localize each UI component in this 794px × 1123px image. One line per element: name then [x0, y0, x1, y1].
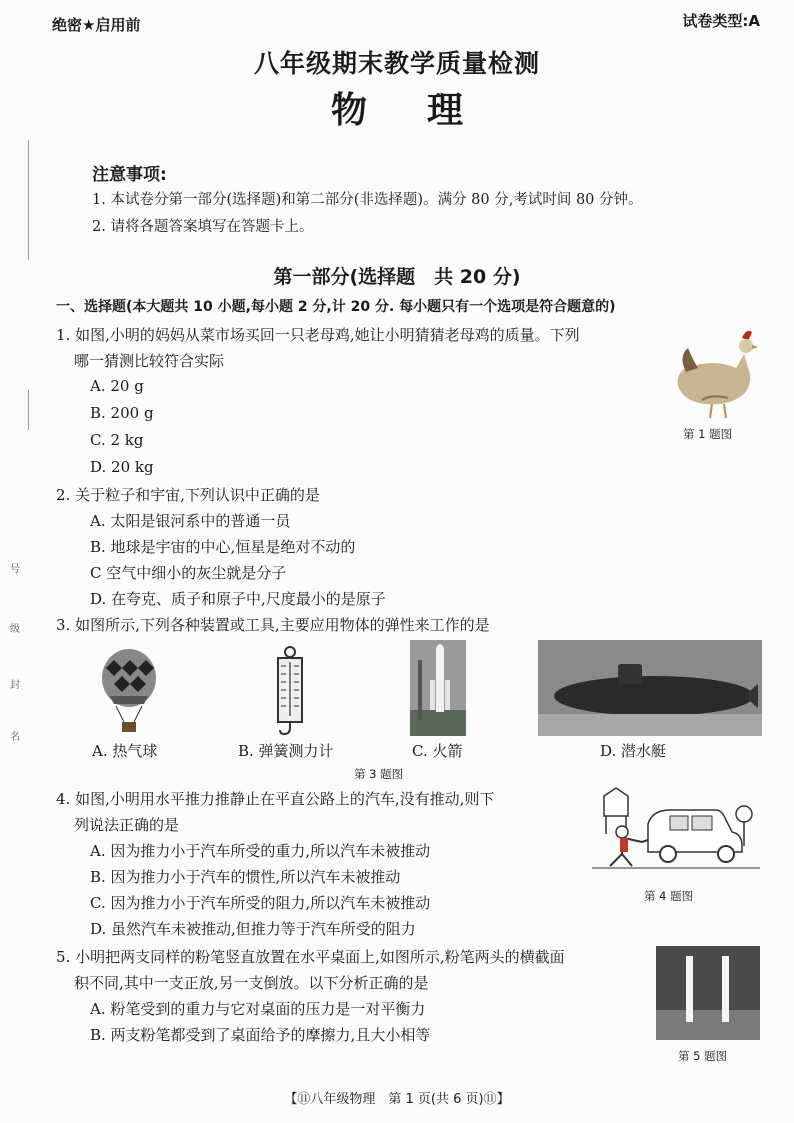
chalk-image [656, 946, 760, 1040]
question-5-stem: 5. 小明把两支同样的粉笔竖直放置在水平桌面上,如图所示,粉笔两头的横截面 [56, 948, 565, 966]
margin-mark: 名 [10, 732, 20, 743]
figure-3-caption: 第 3 题图 [354, 767, 404, 781]
binding-line [28, 390, 29, 430]
confidential-label: 绝密★启用前 [52, 16, 141, 34]
note-item: 1. 本试卷分第一部分(选择题)和第二部分(非选择题)。满分 80 分,考试时间 80 分钟。 [92, 192, 643, 208]
question-4-stem: 4. 如图,小明用水平推力推静止在平直公路上的汽车,没有推动,则下 [56, 790, 495, 808]
hen-image [672, 320, 768, 420]
section-heading: 一、选择题(本大题共 10 小题,每小题 2 分,计 20 分. 每小题只有一个选项是符合题意的) [56, 299, 616, 315]
question-1-stem-cont: 哪一猜测比较符合实际 [74, 352, 225, 370]
q4-option-c: C. 因为推力小于汽车所受的阻力,所以汽车未被推动 [90, 894, 431, 912]
spring-scale-image [270, 646, 310, 738]
exam-title: 八年级期末教学质量检测 [253, 49, 540, 78]
q2-option-a: A. 太阳是银河系中的普通一员 [90, 512, 291, 530]
q2-option-b: B. 地球是宇宙的中心,恒星是绝对不动的 [90, 538, 356, 556]
binding-line [28, 140, 29, 260]
q3-option-d: D. 潜水艇 [600, 742, 667, 760]
part-title: 第一部分(选择题 共 20 分) [273, 266, 521, 288]
rocket-image [410, 640, 466, 736]
question-1-stem: 1. 如图,小明的妈妈从菜市场买回一只老母鸡,她让小明猜猜老母鸡的质量。下列 [56, 326, 580, 344]
question-2-stem: 2. 关于粒子和宇宙,下列认识中正确的是 [56, 486, 320, 504]
note-item: 2. 请将各题答案填写在答题卡上。 [92, 219, 314, 235]
q2-option-c: C 空气中细小的灰尘就是分子 [90, 564, 287, 582]
q4-option-d: D. 虽然汽车未被推动,但推力等于汽车所受的阻力 [90, 920, 416, 938]
page-footer: 【⑪八年级物理 第 1 页(共 6 页)⑪】 [284, 1092, 510, 1107]
question-4-stem-cont: 列说法正确的是 [74, 816, 180, 834]
q1-option-c: C. 2 kg [90, 431, 144, 449]
subject-title: 物理 [330, 90, 523, 131]
q1-option-a: A. 20 g [90, 377, 144, 395]
figure-4-caption: 第 4 题图 [644, 889, 694, 903]
q5-option-b: B. 两支粉笔都受到了桌面给予的摩擦力,且大小相等 [90, 1026, 431, 1044]
q3-option-b: B. 弹簧测力计 [238, 742, 334, 760]
q3-option-c: C. 火箭 [412, 742, 463, 760]
car-push-image [592, 786, 760, 882]
q3-option-a: A. 热气球 [92, 742, 158, 760]
q5-option-a: A. 粉笔受到的重力与它对桌面的压力是一对平衡力 [90, 1000, 426, 1018]
q4-option-a: A. 因为推力小于汽车所受的重力,所以汽车未被推动 [90, 842, 431, 860]
margin-mark: 号 [10, 564, 20, 575]
margin-mark: 封 [10, 680, 20, 691]
submarine-image [538, 640, 762, 736]
margin-mark: 级 [10, 624, 20, 635]
q4-option-b: B. 因为推力小于汽车的惯性,所以汽车未被推动 [90, 868, 401, 886]
paper-type-label: 试卷类型:A [682, 12, 760, 30]
q1-option-d: D. 20 kg [90, 458, 154, 476]
hot-air-balloon-image [98, 648, 160, 736]
q2-option-d: D. 在夸克、质子和原子中,尺度最小的是原子 [90, 590, 386, 608]
figure-1-caption: 第 1 题图 [683, 427, 733, 441]
figure-5-caption: 第 5 题图 [678, 1049, 728, 1063]
question-3-stem: 3. 如图所示,下列各种装置或工具,主要应用物体的弹性来工作的是 [56, 616, 490, 634]
question-5-stem-cont: 积不同,其中一支正放,另一支倒放。以下分析正确的是 [74, 974, 429, 992]
q1-option-b: B. 200 g [90, 404, 154, 422]
notes-heading: 注意事项: [92, 165, 167, 185]
